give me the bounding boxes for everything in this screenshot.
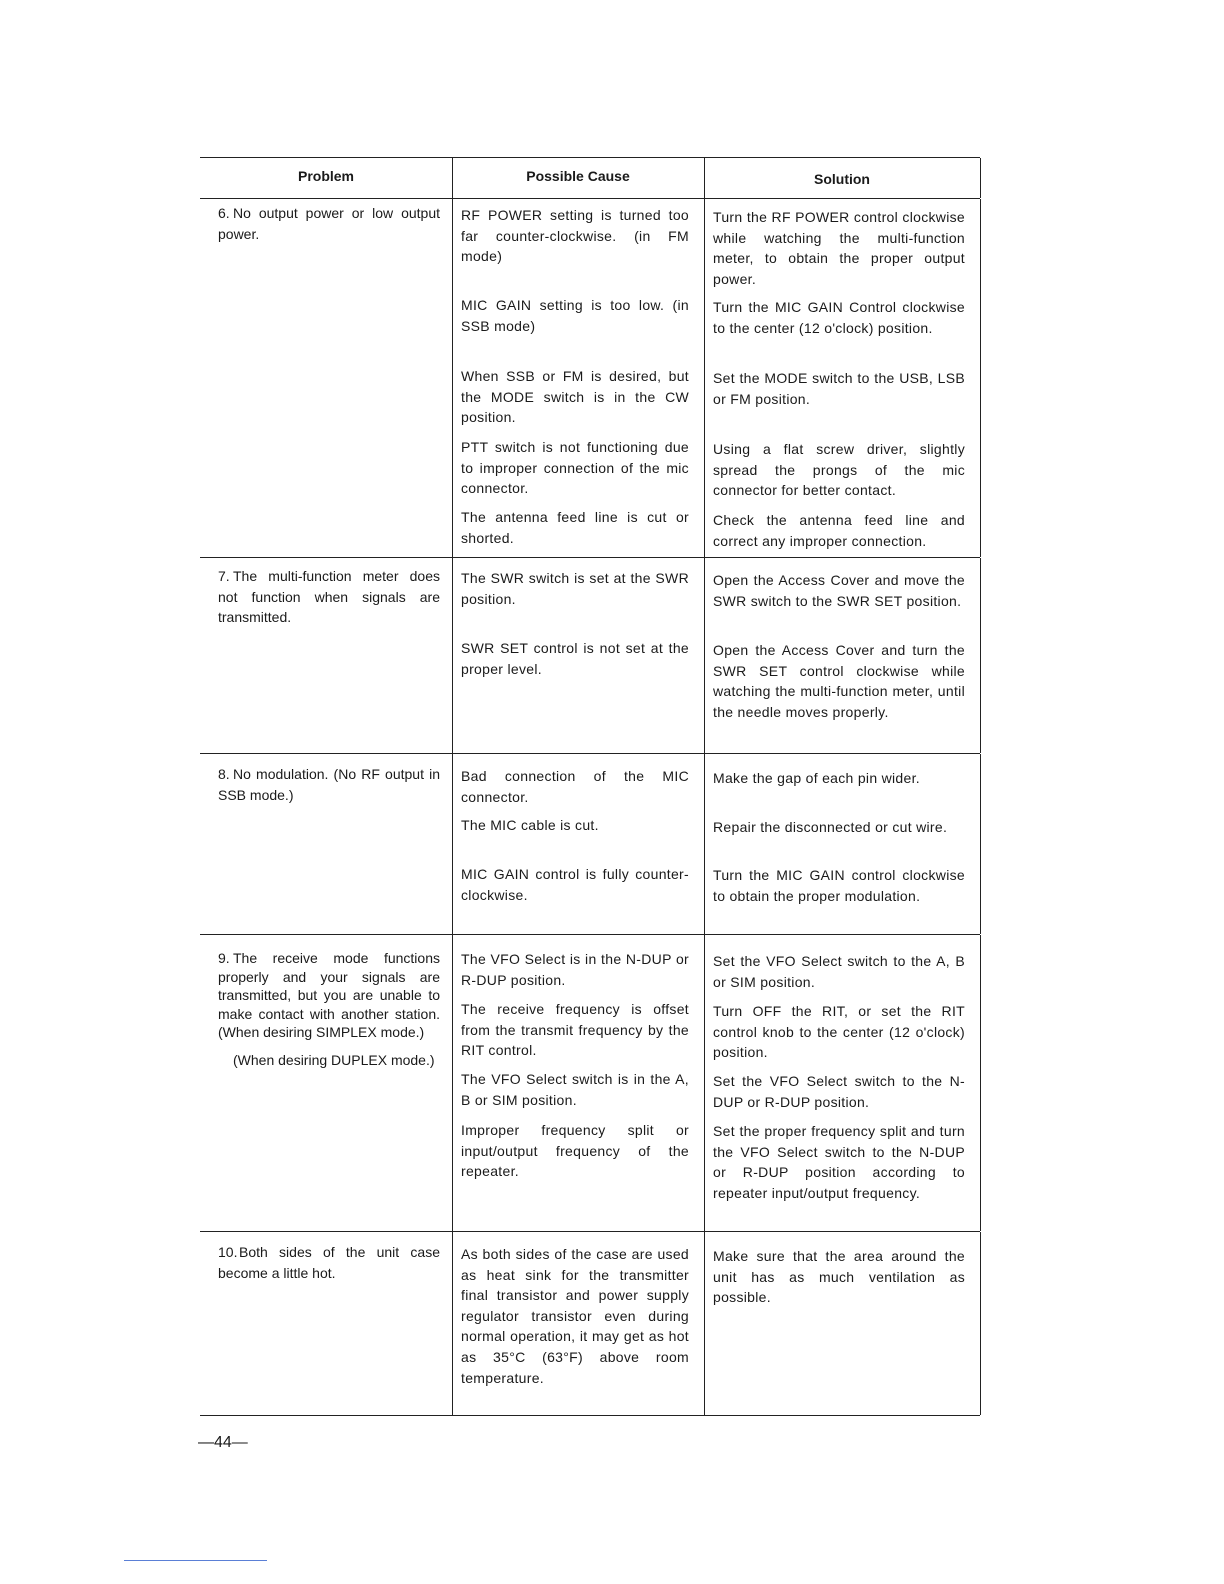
solution-cell: Turn the MIC GAIN Control clockwise to the center (12 o'clock) position. <box>713 299 965 336</box>
table-header <box>200 157 980 199</box>
header-solution: Solution <box>814 171 870 187</box>
table-row <box>200 935 980 1232</box>
solution-cell: Set the MODE switch to the USB, LSB or FM position. <box>713 370 965 407</box>
page-number: —44— <box>198 1434 248 1451</box>
cause-cell: When SSB or FM is desired, but the MODE switch is in the CW position. <box>461 368 689 426</box>
cause-cell: Bad connection of the MIC connector. <box>461 768 689 805</box>
cause-cell: The VFO Select is in the N-DUP or R-DUP position. <box>461 951 689 988</box>
problem-extra: (When desiring DUPLEX mode.) <box>233 1051 435 1068</box>
footer-divider <box>124 1560 267 1561</box>
solution-cell: Make sure that the area around the unit has as much ventilation as possible. <box>713 1248 965 1306</box>
problem-cell: 9. The receive mode functions properly and your signals are transmitted, but you are unable to make contact with another station. (When desiring SIMPLEX mode.) (When desiring DUPLEX mode.) <box>218 949 440 1071</box>
solution-cell: Open the Access Cover and move the SWR switch to the SWR SET position. <box>713 572 965 609</box>
problem-cell: 7. The multi-function meter does not function when signals are transmitted. <box>218 568 440 626</box>
header-cause: Possible Cause <box>526 168 630 184</box>
solution-cell: Set the VFO Select switch to the A, B or SIM position. <box>713 953 965 990</box>
cause-cell: The VFO Select switch is in the A, B or SIM position. <box>461 1071 689 1108</box>
troubleshooting-table <box>200 157 980 1416</box>
solution-cell: Using a flat screw driver, slightly spread the prongs of the mic connector for better contact. <box>713 441 965 499</box>
table-row <box>200 1232 980 1416</box>
header-problem: Problem <box>297 168 354 184</box>
solution-cell: Turn OFF the RIT, or set the RIT control knob to the center (12 o'clock) position. <box>713 1003 965 1061</box>
cause-cell: As both sides of the case are used as heat sink for the transmitter final transistor and power supply regulator transistor even during normal operation, it may get as hot as 35°C (63°F) above room temperature. <box>461 1246 689 1386</box>
problem-cell: 10. Both sides of the unit case become a little hot. <box>218 1244 440 1281</box>
cause-cell: The antenna feed line is cut or shorted. <box>461 509 689 546</box>
cause-cell: MIC GAIN setting is too low. (in SSB mode) <box>461 297 689 334</box>
table-row <box>200 199 980 558</box>
solution-cell: Turn the RF POWER control clockwise while watching the multi-function meter, to obtain the proper output power. <box>713 209 965 287</box>
solution-cell: Open the Access Cover and turn the SWR SET control clockwise while watching the multi-function meter, until the needle moves properly. <box>713 642 965 720</box>
cause-cell: The MIC cable is cut. <box>461 817 599 833</box>
solution-cell: Turn the MIC GAIN control clockwise to obtain the proper modulation. <box>713 867 965 904</box>
table-row <box>200 558 980 754</box>
cause-cell: The receive frequency is offset from the transmit frequency by the RIT control. <box>461 1001 689 1059</box>
problem-cell: 6. No output power or low output power. <box>218 205 440 242</box>
solution-cell: Make the gap of each pin wider. <box>713 770 920 786</box>
solution-cell: Set the VFO Select switch to the N-DUP or R-DUP position. <box>713 1073 965 1110</box>
cause-cell: PTT switch is not functioning due to improper connection of the mic connector. <box>461 439 689 497</box>
cause-cell: RF POWER setting is turned too far counter-clockwise. (in FM mode) <box>461 207 689 265</box>
cause-cell: SWR SET control is not set at the proper level. <box>461 640 689 677</box>
problem-cell: 8. No modulation. (No RF output in SSB mode.) <box>218 766 440 803</box>
solution-cell: Repair the disconnected or cut wire. <box>713 819 948 835</box>
cause-cell: The SWR switch is set at the SWR position. <box>461 570 689 607</box>
solution-cell: Set the proper frequency split and turn the VFO Select switch to the N-DUP or R-DUP position according to repeater input/output frequency. <box>713 1123 965 1201</box>
cause-cell: MIC GAIN control is fully counter-clockwise. <box>461 866 689 903</box>
solution-cell: Check the antenna feed line and correct any improper connection. <box>713 512 965 549</box>
cause-cell: Improper frequency split or input/output frequency of the repeater. <box>461 1122 689 1180</box>
table-row <box>200 754 980 935</box>
